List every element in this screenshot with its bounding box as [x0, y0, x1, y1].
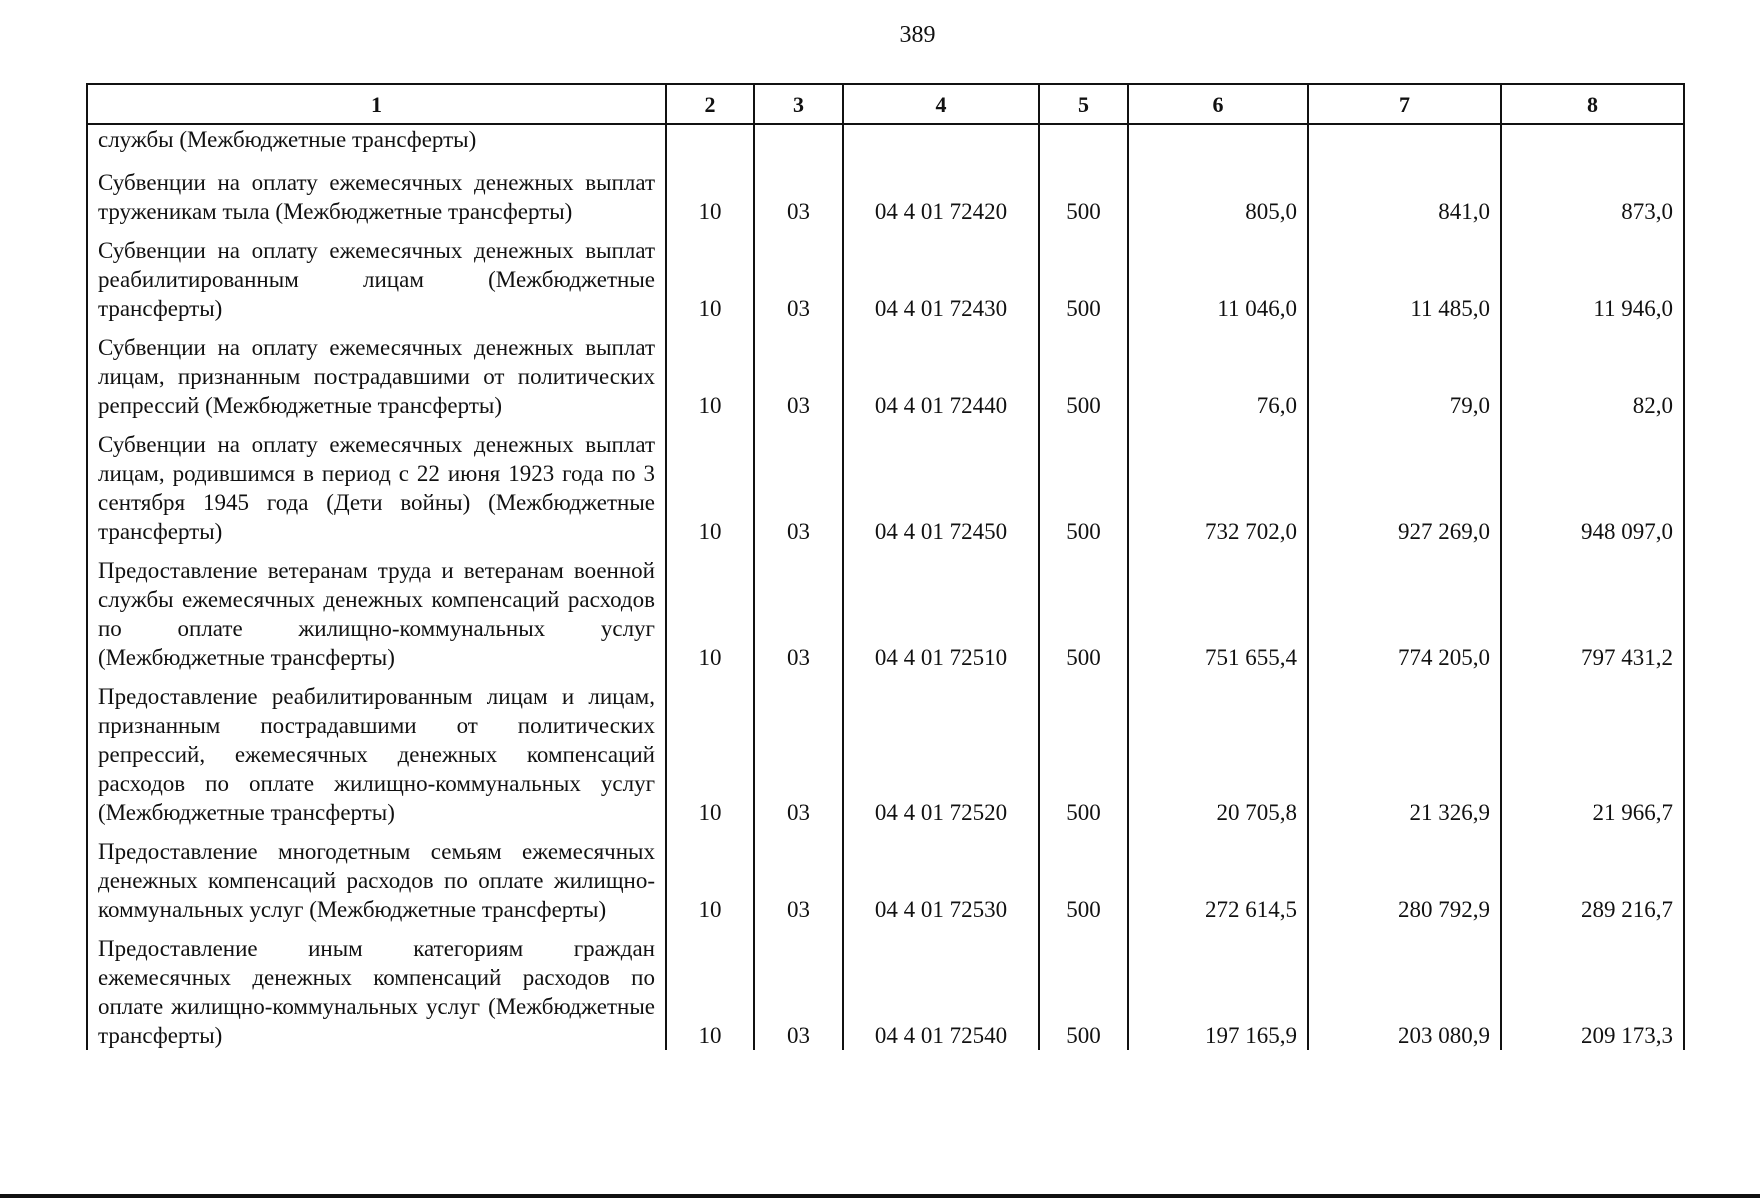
- table-row: [87, 154, 1684, 226]
- expense-type-code: 500: [1039, 672, 1128, 827]
- amount-col7: 203 080,9: [1308, 924, 1501, 1050]
- expense-type-code: 500: [1039, 323, 1128, 420]
- table-row: [87, 672, 1684, 827]
- continuation-text: службы (Межбюджетные трансферты): [87, 124, 666, 154]
- page-number: 389: [899, 22, 936, 48]
- target-article-code: 04 4 01 72530: [843, 827, 1039, 924]
- amount-col6: 20 705,8: [1128, 672, 1308, 827]
- target-article-code: 04 4 01 72520: [843, 672, 1039, 827]
- subsection-code: 03: [754, 323, 843, 420]
- subsection-code: 03: [754, 420, 843, 546]
- target-article-code: 04 4 01 72510: [843, 546, 1039, 672]
- amount-col7: 11 485,0: [1308, 226, 1501, 323]
- column-header: 6: [1128, 84, 1308, 124]
- section-code: 10: [666, 924, 754, 1050]
- amount-col8: 209 173,3: [1501, 924, 1684, 1050]
- expense-type-code: 500: [1039, 827, 1128, 924]
- page-bottom-rule: [0, 1194, 1760, 1198]
- amount-col6: 272 614,5: [1128, 827, 1308, 924]
- row-description: Предоставление многодетным семьям ежемесячных денежных компенсаций расходов по оплате жилищно-коммунальных услуг (Межбюджетные трансферты): [87, 827, 666, 924]
- expense-type-code: 500: [1039, 420, 1128, 546]
- amount-col6: 11 046,0: [1128, 226, 1308, 323]
- row-description: Предоставление иным категориям граждан ежемесячных денежных компенсаций расходов по оплате жилищно-коммунальных услуг (Межбюджетные трансферты): [87, 924, 666, 1050]
- column-header: 4: [843, 84, 1039, 124]
- subsection-code: 03: [754, 924, 843, 1050]
- target-article-code: 04 4 01 72440: [843, 323, 1039, 420]
- amount-col6: 751 655,4: [1128, 546, 1308, 672]
- table-row: [87, 827, 1684, 924]
- amount-col6: 76,0: [1128, 323, 1308, 420]
- section-code: 10: [666, 226, 754, 323]
- table-row: [87, 226, 1684, 323]
- row-description: Субвенции на оплату ежемесячных денежных выплат лицам, признанным пострадавшими от политических репрессий (Межбюджетные трансферты): [87, 323, 666, 420]
- subsection-code: 03: [754, 546, 843, 672]
- subsection-code: 03: [754, 827, 843, 924]
- column-header: 5: [1039, 84, 1128, 124]
- target-article-code: 04 4 01 72420: [843, 154, 1039, 226]
- amount-col7: 927 269,0: [1308, 420, 1501, 546]
- target-article-code: 04 4 01 72430: [843, 226, 1039, 323]
- table-header-row: [87, 84, 1684, 124]
- subsection-code: 03: [754, 226, 843, 323]
- amount-col7: 79,0: [1308, 323, 1501, 420]
- amount-col8: 11 946,0: [1501, 226, 1684, 323]
- column-header: 1: [87, 84, 666, 124]
- section-code: 10: [666, 672, 754, 827]
- target-article-code: 04 4 01 72450: [843, 420, 1039, 546]
- column-header: 7: [1308, 84, 1501, 124]
- section-code: 10: [666, 323, 754, 420]
- expense-type-code: 500: [1039, 226, 1128, 323]
- amount-col7: 280 792,9: [1308, 827, 1501, 924]
- row-description: Субвенции на оплату ежемесячных денежных выплат лицам, родившимся в период с 22 июня 1923 года по 3 сентября 1945 года (Дети войны) (Межбюджетные трансферты): [87, 420, 666, 546]
- subsection-code: 03: [754, 154, 843, 226]
- amount-col6: 197 165,9: [1128, 924, 1308, 1050]
- section-code: 10: [666, 154, 754, 226]
- amount-col6: 805,0: [1128, 154, 1308, 226]
- table-row-continuation: [87, 124, 1684, 154]
- expense-type-code: 500: [1039, 154, 1128, 226]
- amount-col6: 732 702,0: [1128, 420, 1308, 546]
- row-description: Субвенции на оплату ежемесячных денежных выплат труженикам тыла (Межбюджетные трансферты): [87, 154, 666, 226]
- row-description: Предоставление реабилитированным лицам и лицам, признанным пострадавшими от политических репрессий, ежемесячных денежных компенсаций расходов по оплате жилищно-коммунальных услуг (Межбюджетные трансферты): [87, 672, 666, 827]
- table-row: [87, 323, 1684, 420]
- amount-col8: 289 216,7: [1501, 827, 1684, 924]
- expense-type-code: 500: [1039, 546, 1128, 672]
- expense-type-code: 500: [1039, 924, 1128, 1050]
- row-description: Субвенции на оплату ежемесячных денежных выплат реабилитированным лицам (Межбюджетные трансферты): [87, 226, 666, 323]
- amount-col8: 873,0: [1501, 154, 1684, 226]
- column-header: 8: [1501, 84, 1684, 124]
- table-row: [87, 420, 1684, 546]
- section-code: 10: [666, 827, 754, 924]
- column-header: 3: [754, 84, 843, 124]
- amount-col7: 841,0: [1308, 154, 1501, 226]
- amount-col8: 82,0: [1501, 323, 1684, 420]
- section-code: 10: [666, 420, 754, 546]
- column-header: 2: [666, 84, 754, 124]
- target-article-code: 04 4 01 72540: [843, 924, 1039, 1050]
- table-row: [87, 546, 1684, 672]
- amount-col7: 21 326,9: [1308, 672, 1501, 827]
- amount-col7: 774 205,0: [1308, 546, 1501, 672]
- budget-table: [86, 83, 1685, 1050]
- section-code: 10: [666, 546, 754, 672]
- table-row: [87, 924, 1684, 1050]
- row-description: Предоставление ветеранам труда и ветеранам военной службы ежемесячных денежных компенсаций расходов по оплате жилищно-коммунальных услуг (Межбюджетные трансферты): [87, 546, 666, 672]
- amount-col8: 948 097,0: [1501, 420, 1684, 546]
- subsection-code: 03: [754, 672, 843, 827]
- amount-col8: 21 966,7: [1501, 672, 1684, 827]
- amount-col8: 797 431,2: [1501, 546, 1684, 672]
